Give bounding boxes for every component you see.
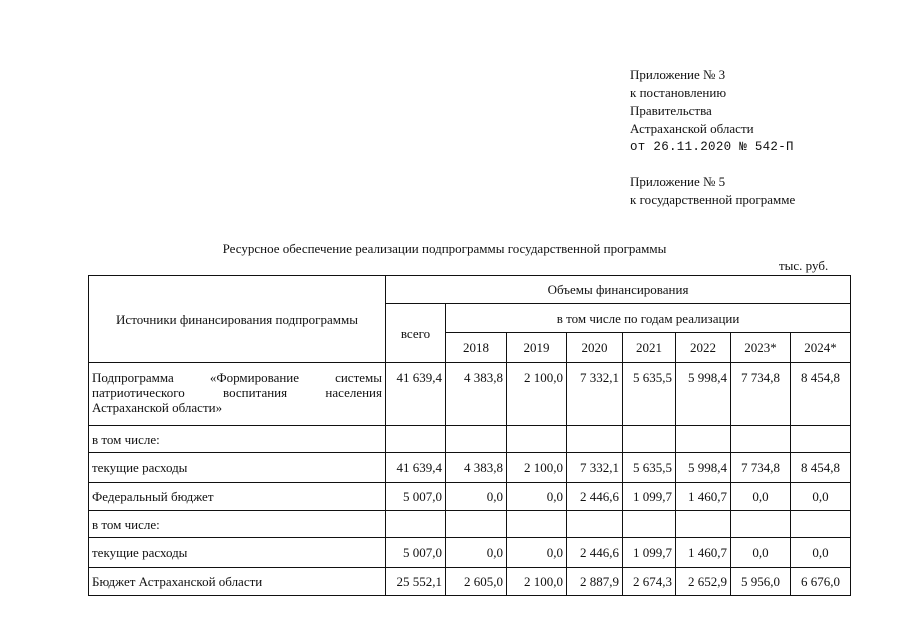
row-value: 4 383,8 xyxy=(446,453,507,483)
document-title-text: Ресурсное обеспечение реализации подпрограммы государственной программы xyxy=(222,241,667,256)
row-label: в том числе: xyxy=(89,426,386,453)
decree-date-number: от 26.11.2020 № 542-П xyxy=(630,140,794,154)
header-year: 2019 xyxy=(507,333,567,363)
row-total: 5 007,0 xyxy=(386,538,446,568)
table-row-subprogram xyxy=(89,363,851,426)
header-by-years: в том числе по годам реализации xyxy=(446,304,851,333)
table-row-including xyxy=(89,426,851,453)
row-value xyxy=(791,426,851,453)
row-label: Бюджет Астраханской области xyxy=(89,568,386,596)
header-total: всего xyxy=(386,304,446,363)
row-value xyxy=(567,511,623,538)
row-value xyxy=(676,511,731,538)
row-label: Федеральный бюджет xyxy=(89,483,386,511)
row-value: 2 100,0 xyxy=(507,363,567,426)
row-value xyxy=(676,426,731,453)
header-year: 2023* xyxy=(731,333,791,363)
row-value: 7 332,1 xyxy=(567,363,623,426)
table-row-regional-budget xyxy=(89,568,851,596)
row-value: 2 446,6 xyxy=(567,483,623,511)
row-total: 41 639,4 xyxy=(386,453,446,483)
to-program-label: к государственной программе xyxy=(630,192,796,207)
row-value: 7 734,8 xyxy=(731,453,791,483)
row-value: 0,0 xyxy=(507,483,567,511)
row-total: 41 639,4 xyxy=(386,363,446,426)
row-value: 8 454,8 xyxy=(791,453,851,483)
row-value: 2 100,0 xyxy=(507,453,567,483)
header-year: 2021 xyxy=(623,333,676,363)
row-value xyxy=(446,511,507,538)
row-value: 0,0 xyxy=(731,538,791,568)
funding-table xyxy=(88,275,851,596)
row-value xyxy=(623,426,676,453)
header-year: 2018 xyxy=(446,333,507,363)
row-value: 0,0 xyxy=(731,483,791,511)
table-row-current-expenses xyxy=(89,453,851,483)
row-total xyxy=(386,426,446,453)
header-year: 2022 xyxy=(676,333,731,363)
document-title xyxy=(0,241,905,257)
government-label: Правительства xyxy=(630,103,712,118)
row-value: 2 446,6 xyxy=(567,538,623,568)
row-value: 5 635,5 xyxy=(623,453,676,483)
row-value xyxy=(507,511,567,538)
row-value: 0,0 xyxy=(791,483,851,511)
header-year: 2020 xyxy=(567,333,623,363)
table-row-including xyxy=(89,511,851,538)
row-value: 2 674,3 xyxy=(623,568,676,596)
region-label: Астраханской области xyxy=(630,121,754,136)
row-label: текущие расходы xyxy=(89,453,386,483)
row-value: 6 676,0 xyxy=(791,568,851,596)
row-value: 2 887,9 xyxy=(567,568,623,596)
row-value xyxy=(791,511,851,538)
row-value: 0,0 xyxy=(446,538,507,568)
row-value: 0,0 xyxy=(446,483,507,511)
row-value: 1 099,7 xyxy=(623,538,676,568)
appendix-3-label: Приложение № 3 xyxy=(630,67,726,82)
row-value: 1 460,7 xyxy=(676,538,731,568)
row-label: в том числе: xyxy=(89,511,386,538)
row-value: 5 635,5 xyxy=(623,363,676,426)
row-total: 25 552,1 xyxy=(386,568,446,596)
header-year: 2024* xyxy=(791,333,851,363)
row-value: 5 998,4 xyxy=(676,453,731,483)
units-label: тыс. руб. xyxy=(779,258,829,273)
row-label: текущие расходы xyxy=(89,538,386,568)
row-value: 7 332,1 xyxy=(567,453,623,483)
header-volumes: Объемы финансирования xyxy=(386,276,851,304)
row-value: 5 998,4 xyxy=(676,363,731,426)
row-value xyxy=(731,426,791,453)
row-value: 2 652,9 xyxy=(676,568,731,596)
appendix-5-label: Приложение № 5 xyxy=(630,174,726,189)
row-value: 2 100,0 xyxy=(507,568,567,596)
row-value: 0,0 xyxy=(507,538,567,568)
row-value xyxy=(507,426,567,453)
row-value: 1 460,7 xyxy=(676,483,731,511)
row-value: 4 383,8 xyxy=(446,363,507,426)
row-value xyxy=(623,511,676,538)
appendix-header xyxy=(630,66,795,209)
row-value: 1 099,7 xyxy=(623,483,676,511)
row-value: 8 454,8 xyxy=(791,363,851,426)
row-value xyxy=(567,426,623,453)
row-value: 2 605,0 xyxy=(446,568,507,596)
row-value: 0,0 xyxy=(791,538,851,568)
row-total: 5 007,0 xyxy=(386,483,446,511)
row-total xyxy=(386,511,446,538)
row-label: Подпрограмма «Формирование системы патриотического воспитания населения Астраханской области» xyxy=(89,363,386,426)
table-row-current-expenses xyxy=(89,538,851,568)
row-value: 7 734,8 xyxy=(731,363,791,426)
row-value: 5 956,0 xyxy=(731,568,791,596)
table-row-federal-budget xyxy=(89,483,851,511)
row-value xyxy=(731,511,791,538)
header-source: Источники финансирования подпрограммы xyxy=(89,276,386,363)
to-decree-label: к постановлению xyxy=(630,85,727,100)
row-value xyxy=(446,426,507,453)
